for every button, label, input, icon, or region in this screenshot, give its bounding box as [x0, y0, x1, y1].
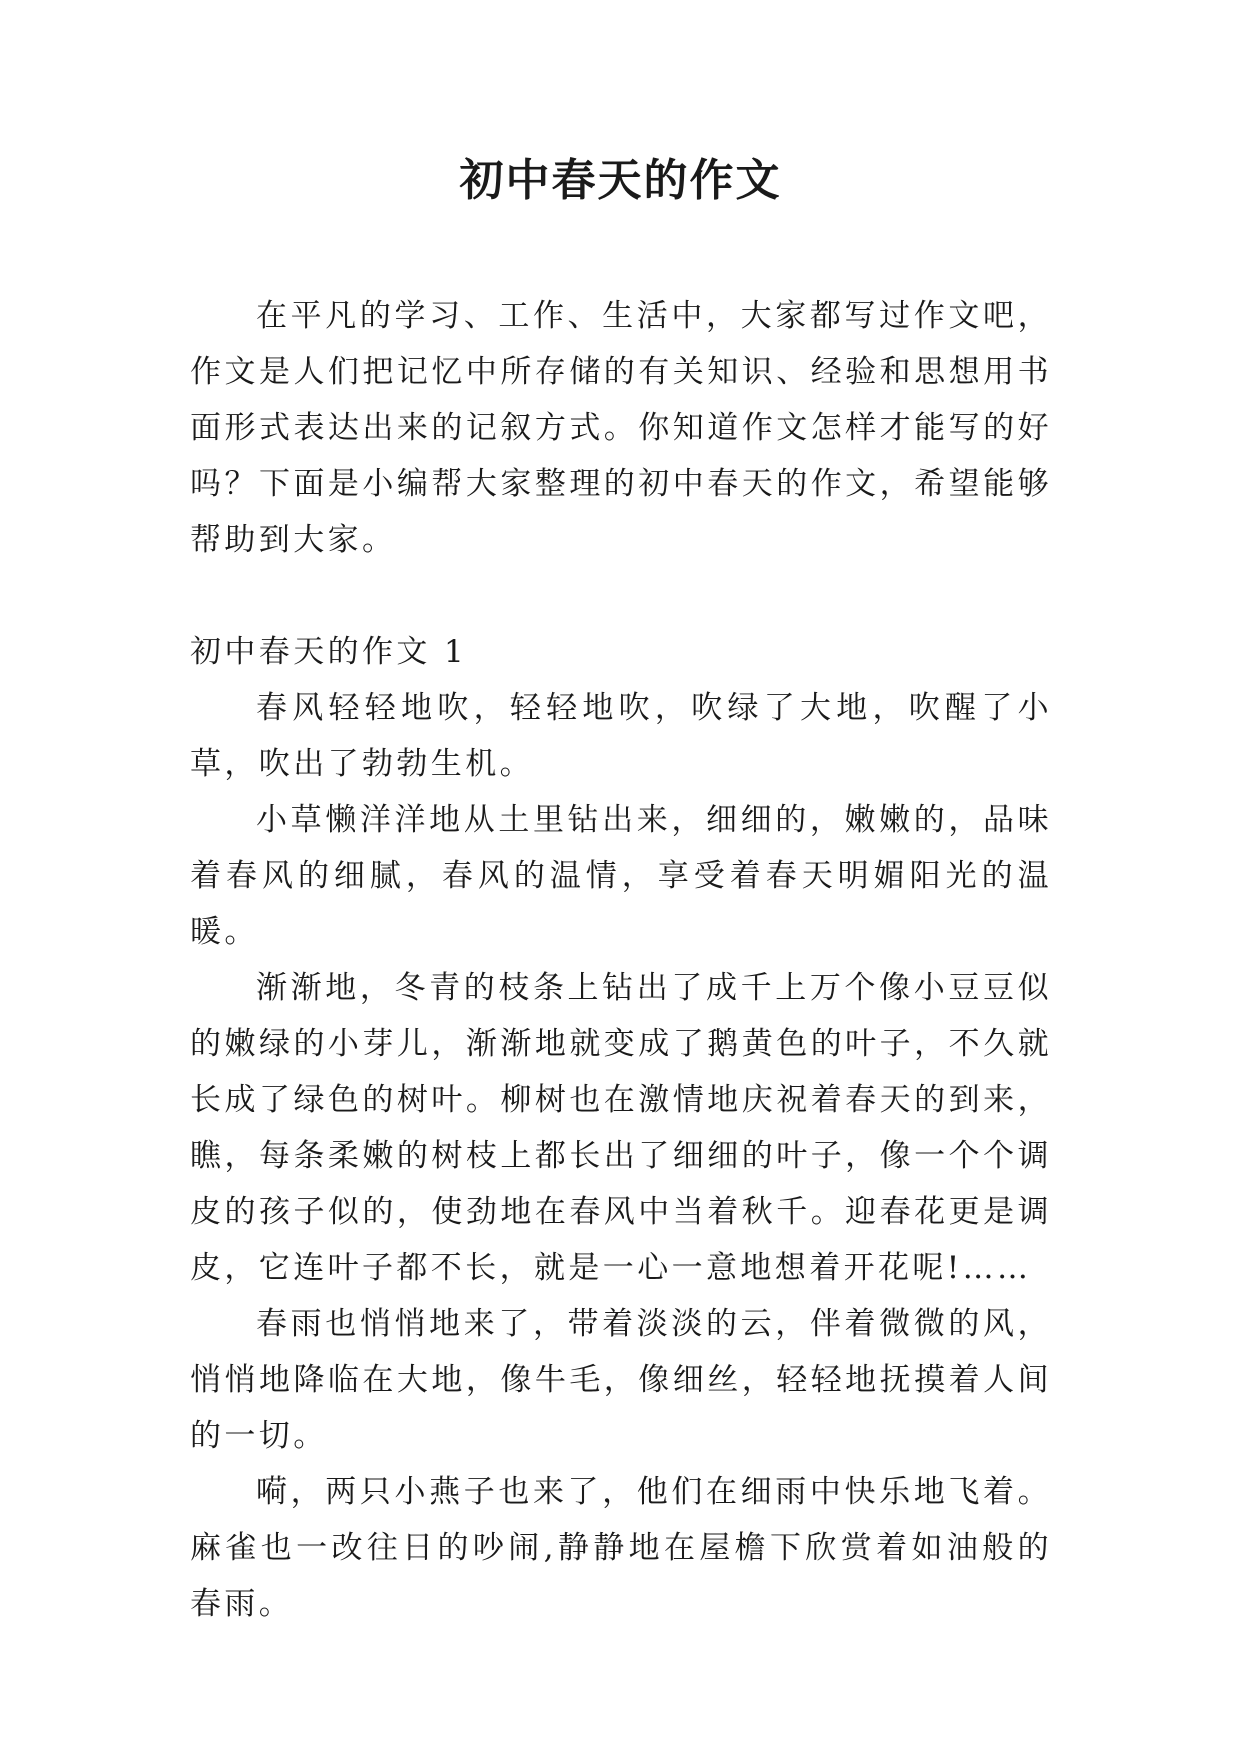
document-body	[190, 288, 1052, 1632]
body-paragraph-1: 春风轻轻地吹，轻轻地吹，吹绿了大地，吹醒了小草，吹出了勃勃生机。	[190, 690, 1052, 782]
body-paragraph-2: 小草懒洋洋地从土里钻出来，细细的，嫩嫩的，品味着春风的细腻，春风的温情，享受着春天明媚阳光的温暖。	[190, 802, 1052, 950]
document-title: 初中春天的作文	[459, 155, 782, 206]
body-paragraph-4: 春雨也悄悄地来了，带着淡淡的云，伴着微微的风，悄悄地降临在大地，像牛毛，像细丝，轻轻地抚摸着人间的一切。	[190, 1306, 1052, 1454]
body-paragraph-5: 嗬，两只小燕子也来了，他们在细雨中快乐地飞着。麻雀也一改往日的吵闹,静静地在屋檐下欣赏着如油般的春雨。	[190, 1474, 1052, 1622]
intro-paragraph: 在平凡的学习、工作、生活中，大家都写过作文吧，作文是人们把记忆中所存储的有关知识、经验和思想用书面形式表达出来的记叙方式。你知道作文怎样才能写的好吗？下面是小编帮大家整理的初中春天的作文，希望能够帮助到大家。	[190, 298, 1052, 558]
section-heading: 初中春天的作文 1	[190, 634, 468, 670]
body-paragraph-3: 渐渐地，冬青的枝条上钻出了成千上万个像小豆豆似的嫩绿的小芽儿，渐渐地就变成了鹅黄色的叶子，不久就长成了绿色的树叶。柳树也在激情地庆祝着春天的到来，瞧，每条柔嫩的树枝上都长出了细细的叶子，像一个个调皮的孩子似的，使劲地在春风中当着秋千。迎春花更是调皮，它连叶子都不长，就是一心一意地想着开花呢!……	[190, 970, 1052, 1286]
